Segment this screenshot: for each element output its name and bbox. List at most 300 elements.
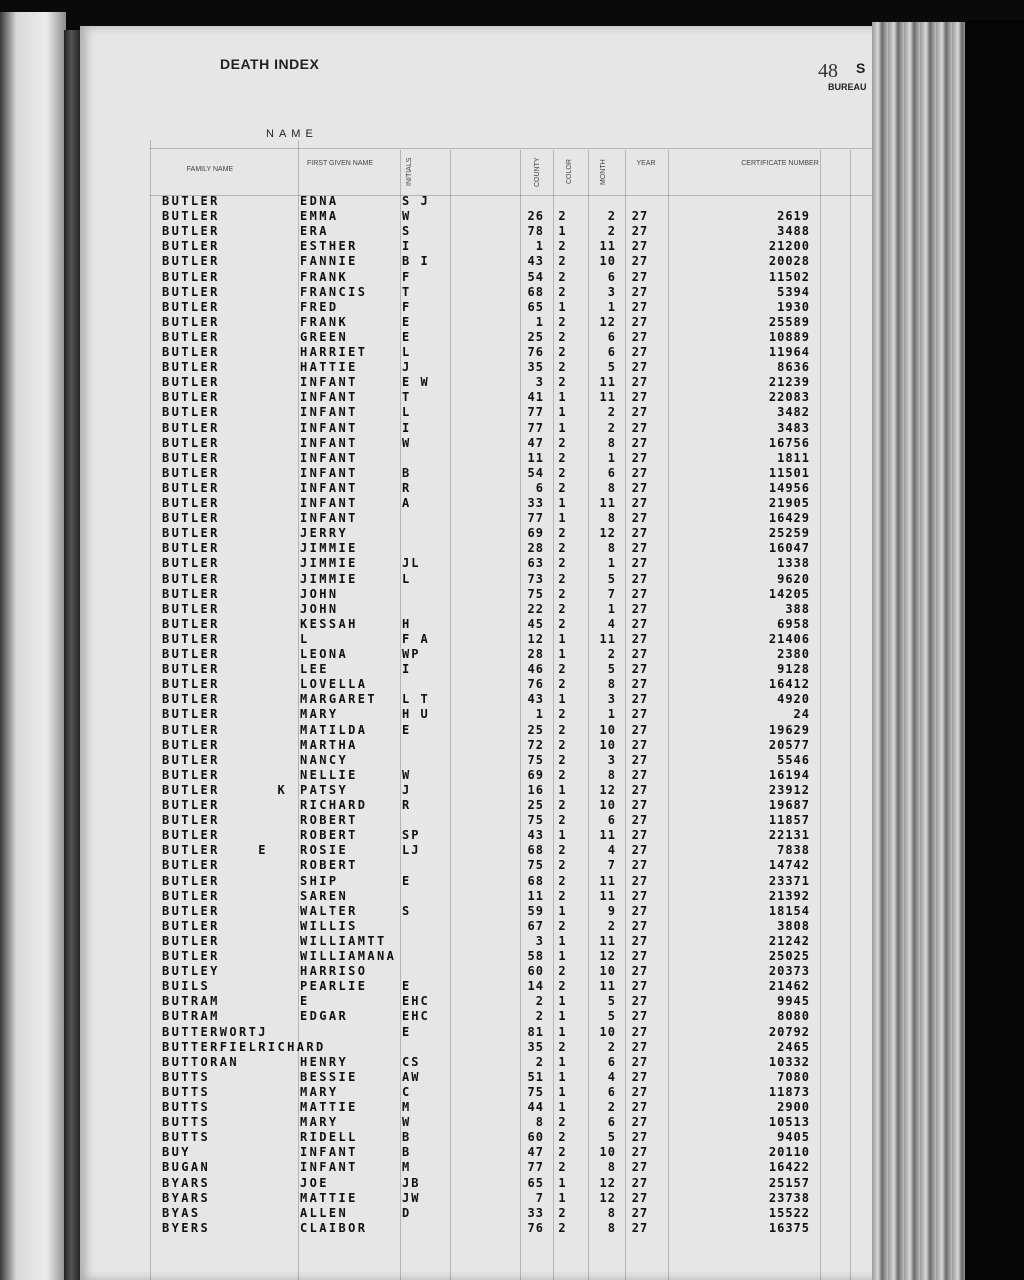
initials: W [402,209,412,223]
month: 6 [607,466,616,480]
month: 1 [607,451,616,465]
county-code: 16 [527,783,544,797]
family-name: BUGAN [162,1160,211,1174]
color-code: 1 [558,390,566,404]
certificate-number: 21406 [768,632,810,646]
county-code: 7 [535,1191,544,1205]
color-code: 2 [558,919,566,933]
month: 1 [607,707,616,721]
color-code: 2 [558,587,566,601]
certificate-number: 4920 [777,692,810,706]
county-code: 2 [535,994,544,1008]
year: 27 [631,239,649,253]
county-code: 77 [527,1160,544,1174]
color-code: 2 [558,436,566,450]
certificate-number: 2619 [777,209,810,223]
year: 27 [631,994,649,1008]
month: 10 [599,1025,616,1039]
color-code: 2 [558,1115,566,1129]
month: 8 [607,511,616,525]
year: 27 [631,1160,649,1174]
initials-header: INITIALS [406,157,413,187]
certificate-number: 20792 [768,1025,810,1039]
given-name: INFANT [300,421,358,435]
given-name: WILLIAMTT [300,934,387,948]
color-code: 1 [558,1176,566,1190]
year: 27 [631,556,649,570]
color-code: 2 [558,360,566,374]
given-name: ESTHER [300,239,358,253]
initials: L [402,345,412,359]
year: 27 [631,300,649,314]
certificate-number: 25589 [768,315,810,329]
family-name: BUTLER [162,874,220,888]
color-code: 1 [558,994,566,1008]
certificate-number: 5546 [777,753,810,767]
given-name: MARGARET [300,692,377,706]
initials: J [402,360,412,374]
given-name: FRANK [300,270,349,284]
color-code: 2 [558,481,566,495]
color-code: 2 [558,1145,566,1159]
family-name: BUTLER [162,285,220,299]
year: 27 [631,964,649,978]
county-code: 43 [527,692,544,706]
initials: M [402,1100,412,1114]
year: 27 [631,647,649,661]
month: 4 [607,617,616,631]
color-code: 2 [558,617,566,631]
rule-line [150,140,151,1280]
certificate-number: 21200 [768,239,810,253]
month: 6 [607,270,616,284]
month: 11 [599,889,616,903]
color-code: 2 [558,254,566,268]
initials: L [402,572,412,586]
family-name: BUTLER [162,526,220,540]
month: 10 [599,723,616,737]
dark-margin [965,20,1024,1280]
certificate-number: 20373 [768,964,810,978]
year: 27 [631,828,649,842]
year: 27 [631,843,649,857]
year: 27 [631,572,649,586]
initials: W [402,1115,412,1129]
county-code: 76 [527,345,544,359]
year: 27 [631,662,649,676]
county-code: 25 [527,723,544,737]
color-code: 2 [558,375,566,389]
given-name: JIMMIE [300,556,358,570]
family-name: BUTRAM [162,994,220,1008]
certificate-number: 20110 [768,1145,810,1159]
family-name: BUTLER [162,723,220,737]
color-code: 1 [558,1085,566,1099]
color-code: 1 [558,1100,566,1114]
family-name: BUTLER [162,254,220,268]
family-name: BUTTS [162,1115,211,1129]
year: 27 [631,345,649,359]
certificate-number: 25259 [768,526,810,540]
county-code: 22 [527,602,544,616]
county-code: 33 [527,1206,544,1220]
month: 3 [607,753,616,767]
county-code: 2 [535,1055,544,1069]
county-code: 68 [527,285,544,299]
year: 27 [631,405,649,419]
month: 5 [607,572,616,586]
year: 27 [631,1009,649,1023]
given-name: INFANT [300,436,358,450]
initials: J [402,783,412,797]
year: 27 [631,436,649,450]
certificate-number: 1338 [777,556,810,570]
family-name: BUTLER [162,753,220,767]
initials: H U [402,707,430,721]
family-name: BUTLER [162,768,220,782]
family-name: BUTLER [162,375,220,389]
month: 8 [607,677,616,691]
county-code: 68 [527,843,544,857]
given-name: ERA [300,224,329,238]
given-name: NELLIE [300,768,358,782]
county-code: 59 [527,904,544,918]
color-code: 2 [558,572,566,586]
color-code: 2 [558,466,566,480]
certificate-number: 11502 [768,270,810,284]
month: 12 [599,315,616,329]
family-name: BUTLER [162,390,220,404]
initials: E [402,330,412,344]
year: 27 [631,1100,649,1114]
certificate-number: 16047 [768,541,810,555]
given-name: BESSIE [300,1070,358,1084]
year: 27 [631,1085,649,1099]
certificate-number: 23371 [768,874,810,888]
county-code: 25 [527,330,544,344]
certificate-number: 21905 [768,496,810,510]
family-name: BUTLER [162,496,220,510]
color-code: 2 [558,345,566,359]
certificate-number: 21239 [768,375,810,389]
certificate-number: 16412 [768,677,810,691]
initials: LJ [402,843,421,857]
county-header: COUNTY [534,157,541,187]
certificate-number: 1811 [777,451,810,465]
given-name: INFANT [300,405,358,419]
rule-line [850,150,851,1280]
given-name: RIDELL [300,1130,358,1144]
month: 8 [607,1206,616,1220]
year: 27 [631,1040,649,1054]
certificate-number: 21242 [768,934,810,948]
initials: M [402,1160,412,1174]
initials: JL [402,556,421,570]
month: 11 [599,632,616,646]
county-code: 11 [527,889,544,903]
color-code: 2 [558,541,566,555]
color-code: 2 [558,753,566,767]
family-name: BUTLER [162,587,220,601]
page-side-text-2: BUREAU [828,82,867,92]
given-name: LEONA [300,647,349,661]
family-name: BUTLER [162,572,220,586]
county-code: 72 [527,738,544,752]
initials: T [402,285,412,299]
year: 27 [631,496,649,510]
month: 10 [599,738,616,752]
month: 6 [607,1085,616,1099]
year: 27 [631,481,649,495]
month: 1 [607,300,616,314]
page-number: 48 [818,60,838,82]
month: 10 [599,254,616,268]
initials: W [402,768,412,782]
year: 27 [631,874,649,888]
given-name: HARRISO [300,964,368,978]
given-name: INFANT [300,375,358,389]
month: 8 [607,768,616,782]
initials: L T [402,692,430,706]
year: 27 [631,723,649,737]
month: 10 [599,964,616,978]
year: 27 [631,330,649,344]
county-code: 12 [527,632,544,646]
certificate-number: 14742 [768,858,810,872]
year: 27 [631,632,649,646]
month: 6 [607,813,616,827]
year: 27 [631,949,649,963]
color-code: 2 [558,315,566,329]
certificate-number: 10332 [768,1055,810,1069]
family-name: BUTRAM [162,1009,220,1023]
family-name: BUTTS [162,1100,211,1114]
rule-line [450,150,451,1280]
year: 27 [631,1221,649,1235]
family-name: BUTLER [162,300,220,314]
county-code: 45 [527,617,544,631]
color-code: 1 [558,949,566,963]
color-code: 2 [558,707,566,721]
color-code: 1 [558,421,566,435]
family-name: BUTTERWORTJ [162,1025,268,1039]
county-code: 3 [535,934,544,948]
family-name: BUILS [162,979,211,993]
given-name: JIMMIE [300,572,358,586]
year: 27 [631,1145,649,1159]
color-code: 2 [558,602,566,616]
county-code: 28 [527,647,544,661]
family-name: BUTLER [162,677,220,691]
color-code: 2 [558,270,566,284]
initials: F [402,300,412,314]
month: 2 [607,647,616,661]
month: 2 [607,919,616,933]
certificate-number: 25025 [768,949,810,963]
family-name: BUTTERFIELRICHARD [162,1040,326,1054]
month-header: MONTH [600,159,607,185]
given-name: LOVELLA [300,677,368,691]
county-code: 11 [527,451,544,465]
family-name: BUTLER [162,813,220,827]
certificate-number: 11501 [768,466,810,480]
county-code: 68 [527,874,544,888]
given-name: GREEN [300,330,349,344]
page-side-text: S [856,60,866,76]
given-name: MARTHA [300,738,358,752]
month: 5 [607,1130,616,1144]
certificate-number: 14205 [768,587,810,601]
given-name: MARY [300,1085,339,1099]
month: 1 [607,602,616,616]
family-name: BYARS [162,1191,211,1205]
month: 11 [599,828,616,842]
initials: AW [402,1070,421,1084]
color-code: 2 [558,1206,566,1220]
year: 27 [631,934,649,948]
family-name: BUTLER [162,798,220,812]
year: 27 [631,375,649,389]
initials: I [402,662,412,676]
month: 5 [607,994,616,1008]
county-code: 65 [527,300,544,314]
county-code: 75 [527,1085,544,1099]
county-code: 69 [527,768,544,782]
family-name: BUTLEY [162,964,220,978]
family-name: BUTTORAN [162,1055,239,1069]
color-code: 2 [558,768,566,782]
given-name: INFANT [300,481,358,495]
family-name: BUTLER [162,405,220,419]
month: 12 [599,783,616,797]
family-name: BUTLER [162,360,220,374]
county-code: 77 [527,511,544,525]
family-name: BUTLER [162,436,220,450]
month: 5 [607,360,616,374]
county-code: 54 [527,466,544,480]
given-name: ROBERT [300,828,358,842]
year: 27 [631,1191,649,1205]
color-code: 2 [558,526,566,540]
given-name: SAREN [300,889,349,903]
month: 2 [607,224,616,238]
year: 27 [631,315,649,329]
initials: EHC [402,994,430,1008]
month: 1 [607,556,616,570]
family-name: BUTLER [162,602,220,616]
family-name: BUTLER [162,738,220,752]
month: 3 [607,692,616,706]
given-name: JOE [300,1176,329,1190]
family-name: BUTLER [162,224,220,238]
family-name: BUTLER [162,209,220,223]
given-name: ALLEN [300,1206,349,1220]
year: 27 [631,1070,649,1084]
given-name: FRANCIS [300,285,368,299]
given-name: MARY [300,1115,339,1129]
given-name: MARY [300,707,339,721]
color-code: 2 [558,330,566,344]
certificate-number: 3482 [777,405,810,419]
county-code: 2 [535,1009,544,1023]
certificate-number: 20577 [768,738,810,752]
family-name: BUTLER [162,239,220,253]
given-name: SHIP [300,874,339,888]
year: 27 [631,224,649,238]
month: 11 [599,239,616,253]
initials: W [402,436,412,450]
certificate-number: 9405 [777,1130,810,1144]
county-code: 54 [527,270,544,284]
given-name: INFANT [300,496,358,510]
county-code: 1 [535,239,544,253]
county-code: 76 [527,677,544,691]
county-code: 51 [527,1070,544,1084]
color-code: 2 [558,723,566,737]
county-code: 60 [527,964,544,978]
given-name: EDGAR [300,1009,349,1023]
county-code: 77 [527,405,544,419]
color-code: 1 [558,904,566,918]
family-name: BUTLER [162,934,220,948]
certificate-header: CERTIFICATE NUMBER [741,160,819,167]
given-name: EDNA [300,194,339,208]
certificate-number: 21462 [768,979,810,993]
family-name: BUTLER [162,451,220,465]
given-name: ROBERT [300,858,358,872]
month: 12 [599,1191,616,1205]
certificate-number: 10513 [768,1115,810,1129]
rule-line [400,150,401,1280]
certificate-number: 21392 [768,889,810,903]
given-name: INFANT [300,451,358,465]
year: 27 [631,889,649,903]
certificate-number: 5394 [777,285,810,299]
county-code: 6 [535,481,544,495]
certificate-number: 16375 [768,1221,810,1235]
month: 11 [599,874,616,888]
color-code: 1 [558,511,566,525]
month: 8 [607,436,616,450]
color-code: 2 [558,451,566,465]
family-name: BUTLER [162,828,220,842]
initials: JB [402,1176,421,1190]
certificate-number: 9945 [777,994,810,1008]
certificate-number: 2465 [777,1040,810,1054]
given-name: INFANT [300,466,358,480]
month: 9 [607,904,616,918]
family-name: BYAS [162,1206,201,1220]
family-name: BUTLER E [162,843,268,857]
given-name: FRED [300,300,339,314]
given-name: NANCY [300,753,349,767]
county-code: 69 [527,526,544,540]
county-code: 26 [527,209,544,223]
county-code: 43 [527,254,544,268]
year: 27 [631,602,649,616]
county-code: 33 [527,496,544,510]
given-name: JIMMIE [300,541,358,555]
month: 11 [599,390,616,404]
left-page-edge [0,12,66,1280]
family-name: BUTLER [162,315,220,329]
given-name: HATTIE [300,360,358,374]
month: 7 [607,858,616,872]
given-name: FANNIE [300,254,358,268]
family-name: BUTTS [162,1130,211,1144]
month: 2 [607,405,616,419]
month: 8 [607,541,616,555]
